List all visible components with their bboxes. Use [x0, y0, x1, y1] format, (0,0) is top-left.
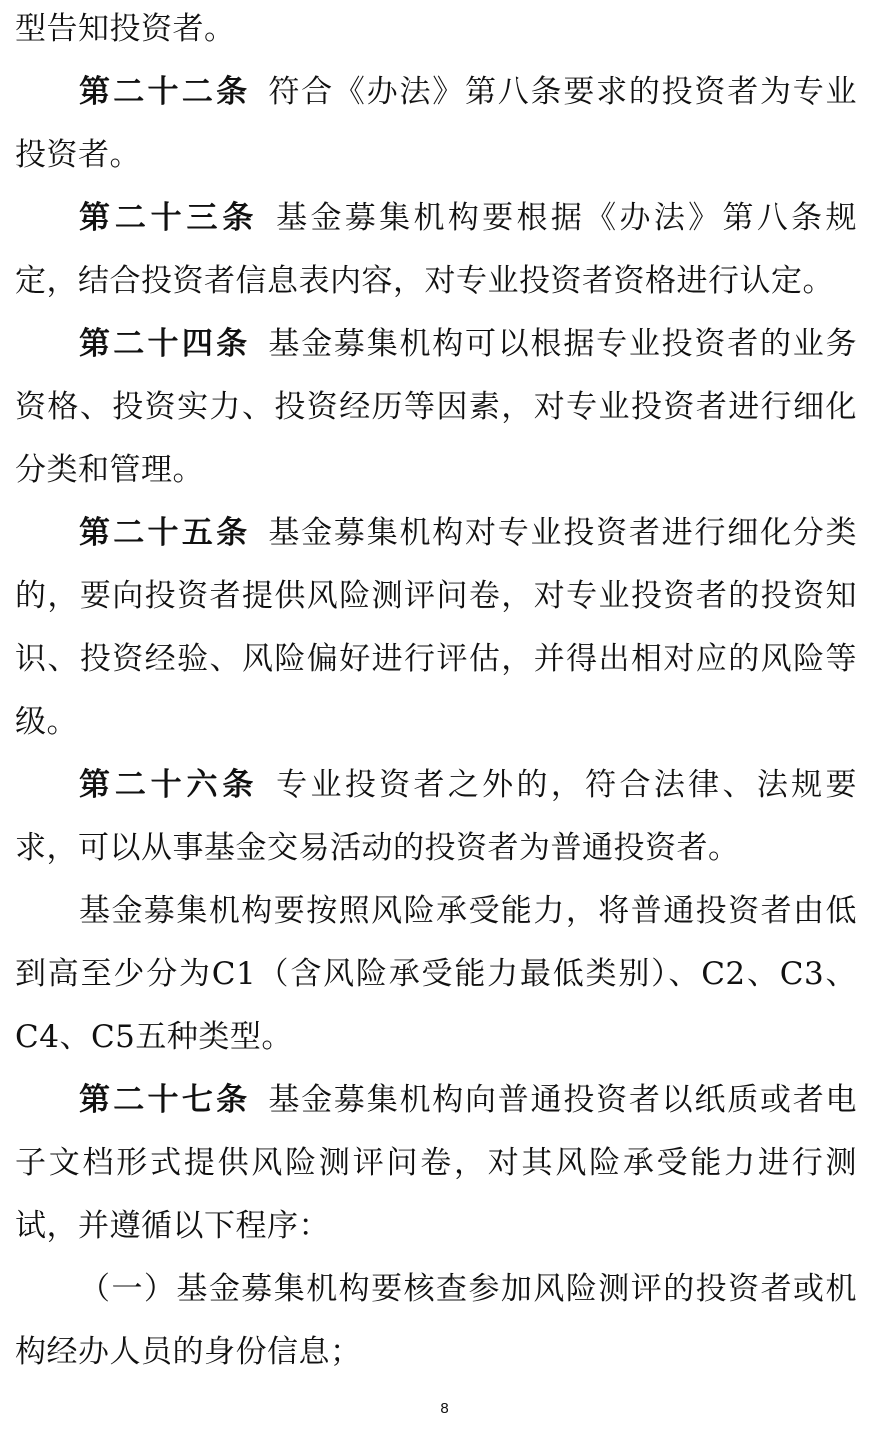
article-23	[15, 187, 857, 313]
page-number: 8	[440, 1400, 449, 1417]
article-heading: 第二十五条	[79, 515, 251, 551]
article-24	[15, 313, 857, 502]
document-body	[15, 0, 857, 1384]
list-item-text: （一）基金募集机构要核查参加风险测评的投资者或机构经办人员的身份信息；	[15, 1271, 857, 1370]
article-heading: 第二十二条	[79, 74, 251, 110]
article-text: 专业投资者之外的，符合法律、法规要求，可以从事基金交易活动的投资者为普通投资者。	[15, 767, 858, 866]
article-heading: 第二十七条	[79, 1082, 251, 1118]
article-text: 基金募集机构可以根据专业投资者的业务资格、投资实力、投资经历等因素，对专业投资者进行细化分类和管理。	[15, 326, 858, 488]
paragraph-text: 型告知投资者。	[15, 11, 236, 47]
article-heading: 第二十六条	[79, 767, 259, 803]
article-text: 符合《办法》第八条要求的投资者为专业投资者。	[15, 74, 858, 173]
article-27-item-1	[15, 1258, 857, 1384]
article-26-paragraph-2	[15, 880, 857, 1069]
paragraph-continuation	[15, 0, 857, 61]
article-text: 基金募集机构要根据《办法》第八条规定，结合投资者信息表内容，对专业投资者资格进行认定。	[15, 200, 858, 299]
article-heading: 第二十四条	[79, 326, 251, 362]
article-27	[15, 1069, 857, 1258]
article-22	[15, 61, 857, 187]
article-26	[15, 754, 857, 880]
article-text: 基金募集机构向普通投资者以纸质或者电子文档形式提供风险测评问卷，对其风险承受能力进行测试，并遵循以下程序：	[15, 1082, 858, 1244]
article-heading: 第二十三条	[79, 200, 259, 236]
paragraph-text: 基金募集机构要按照风险承受能力，将普通投资者由低到高至少分为C1（含风险承受能力最低类别）、C2、C3、C4、C5五种类型。	[15, 893, 857, 1055]
article-25	[15, 502, 857, 754]
article-text: 基金募集机构对专业投资者进行细化分类的，要向投资者提供风险测评问卷，对专业投资者的投资知识、投资经验、风险偏好进行评估，并得出相对应的风险等级。	[15, 515, 858, 740]
